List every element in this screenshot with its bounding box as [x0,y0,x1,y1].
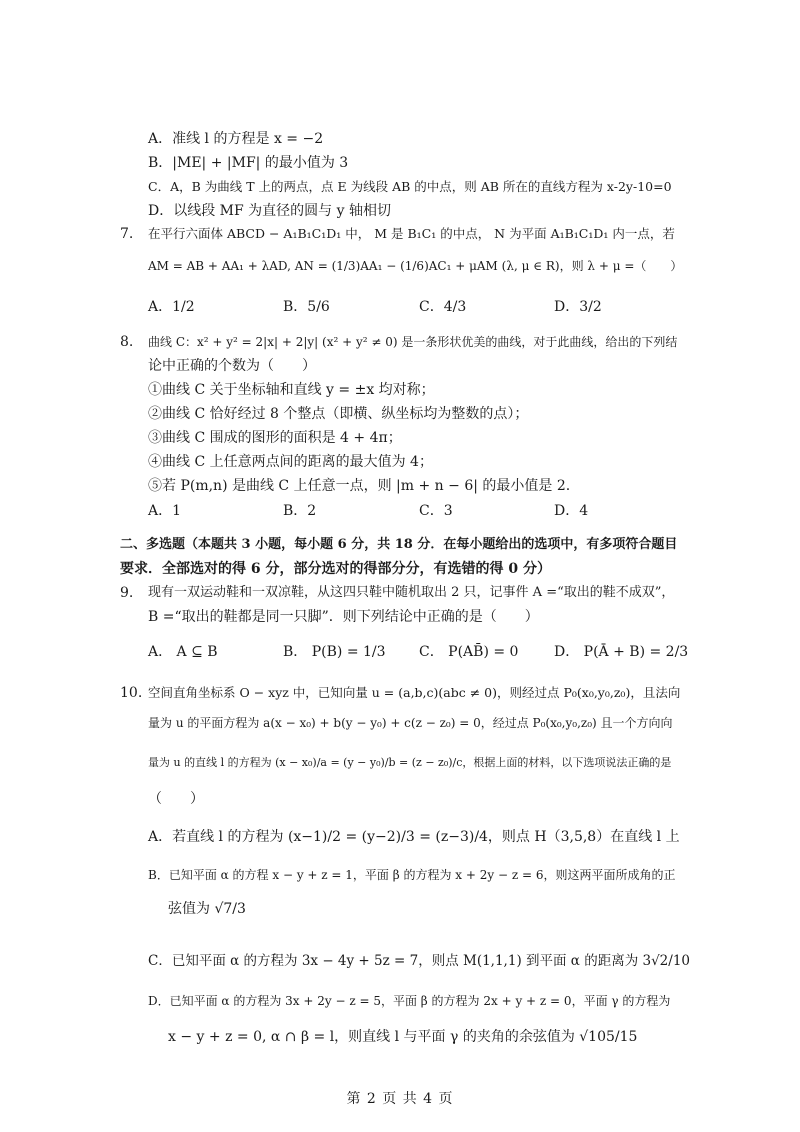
q10-option-a: A．若直线 l 的方程为 (x−1)/2 = (y−2)/3 = (z−3)/4，则点 H（3,5,8）在直线 l 上 [148,829,680,845]
q8-option-c: C．3 [419,503,453,519]
q10-option-b-line1: B．已知平面 α 的方程 x − y + z = 1，平面 β 的方程为 x + 2y − z = 6，则这两平面所成角的正 [148,868,676,882]
q9-stem-line1: 现有一双运动鞋和一双凉鞋，从这四只鞋中随机取出 2 只，记事件 A =“取出的鞋不成双”， [148,585,675,600]
q8-number: 8. [120,334,134,350]
q10-option-d-line1: D．已知平面 α 的方程为 3x + 2y − z = 5，平面 β 的方程为 2x + y + z = 0，平面 γ 的方程为 [148,994,671,1008]
q9-option-d: D． P(Ā + B) = 2/3 [554,644,689,660]
q8-stem-line2: 论中正确的个数为（ ） [148,358,316,374]
q7-number: 7. [120,226,134,242]
q7-option-b: B．5/6 [283,299,330,315]
q9-stem-line2: B =“取出的鞋都是同一只脚”．则下列结论中正确的是（ ） [148,609,539,625]
q7-stem-line1: 在平行六面体 ABCD − A₁B₁C₁D₁ 中， M 是 B₁C₁ 的中点， N 为平面 A₁B₁C₁D₁ 内一点，若 [148,226,675,241]
q6-option-c: C．A，B 为曲线 T 上的两点，点 E 为线段 AB 的中点，则 AB 所在的直线方程为 x-2y-10=0 [148,179,672,194]
q10-option-c: C．已知平面 α 的方程为 3x − 4y + 5z = 7，则点 M(1,1,1) 到平面 α 的距离为 3√2/10 [148,953,690,969]
q8-option-a: A．1 [148,503,182,519]
q8-stem-line1: 曲线 C：x² + y² = 2|x| + 2|y| (x² + y² ≠ 0) 是一条形状优美的曲线，对于此曲线，给出的下列结 [148,335,678,349]
q7-option-c: C．4/3 [419,299,467,315]
section-heading-line1: 二、多选题（本题共 3 小题，每小题 6 分，共 18 分．在每小题给出的选项中，有多项符合题目 [120,537,678,552]
q10-option-d-line2: x − y + z = 0, α ∩ β = l，则直线 l 与平面 γ 的夹角的余弦值为 √105/15 [168,1029,638,1045]
q7-option-d: D．3/2 [554,299,602,315]
q9-option-a: A． A ⊆ B [148,644,218,660]
q10-option-b-line2: 弦值为 √7/3 [168,901,246,917]
q9-option-b: B． P(B) = 1/3 [283,644,386,660]
q7-option-a: A．1/2 [148,299,195,315]
page-footer: 第 2 页 共 4 页 [346,1091,454,1107]
q6-option-a: A．准线 l 的方程是 x = −2 [148,131,324,147]
q10-stem-line1: 空间直角坐标系 O − xyz 中，已知向量 u = (a,b,c)(abc ≠ 0)，则经过点 P₀(x₀,y₀,z₀)，且法向 [148,685,681,700]
section-heading-line2: 要求．全部选对的得 6 分，部分选对的得部分分，有选错的得 0 分） [120,561,551,577]
q9-number: 9. [120,585,134,601]
q8-item-2: ②曲线 C 恰好经过 8 个整点（即横、纵坐标均为整数的点）； [148,406,529,422]
q8-item-5: ⑤若 P(m,n) 是曲线 C 上任意一点，则 |m + n − 6| 的最小值是 2. [148,478,571,494]
q10-stem-line3: 量为 u 的直线 l 的方程为 (x − x₀)/a = (y − y₀)/b = (z − z₀)/c，根据上面的材料，以下选项说法正确的是 [148,756,672,769]
q10-stem-line4: （ ） [148,791,204,807]
q6-option-d: D．以线段 MF 为直径的圆与 y 轴相切 [148,203,391,219]
q8-option-b: B．2 [283,503,317,519]
q9-option-c: C． P(AB̄) = 0 [419,644,519,660]
q10-number: 10. [120,685,143,701]
q6-option-b: B．|ME| + |MF| 的最小值为 3 [148,155,349,171]
q8-item-4: ④曲线 C 上任意两点间的距离的最大值为 4； [148,454,433,470]
q8-option-d: D．4 [554,503,589,519]
q7-stem-line2: AM = AB + AA₁ + λAD, AN = (1/3)AA₁ − (1/6)AC₁ + μAM (λ, μ ∈ R)，则 λ + μ =（ ） [148,259,683,273]
q8-item-1: ①曲线 C 关于坐标轴和直线 y = ±x 均对称； [148,382,435,398]
q10-stem-line2: 量为 u 的平面方程为 a(x − x₀) + b(y − y₀) + c(z − z₀) = 0，经过点 P₀(x₀,y₀,z₀) 且一个方向向 [148,716,673,730]
q8-item-3: ③曲线 C 围成的图形的面积是 4 + 4π； [148,430,402,446]
